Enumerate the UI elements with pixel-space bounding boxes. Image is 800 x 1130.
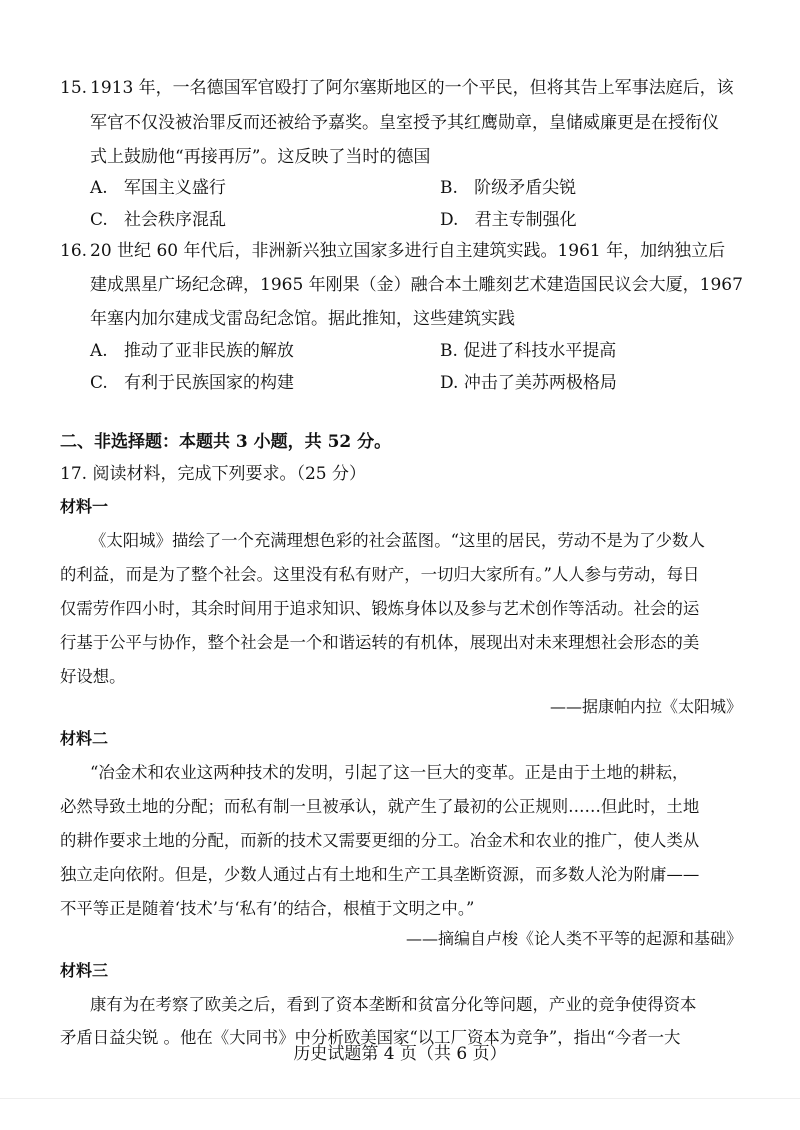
material3-line-1: 康有为在考察了欧美之后，看到了资本垄断和贫富分化等问题，产业的竞争使得资本 bbox=[90, 995, 697, 1014]
material2-line-1: “冶金术和农业这两种技术的发明，引起了这一巨大的变革。正是由于土地的耕耘， bbox=[90, 763, 689, 782]
option-label: A. bbox=[90, 341, 108, 361]
option-text: 冲击了美苏两极格局 bbox=[463, 373, 617, 393]
q15-line-2: 军官不仅没被治罪反而还被给予嘉奖。皇室授予其红鹰勋章，皇储威廉更是在授衔仪 bbox=[90, 113, 719, 133]
q15-line-3: 式上鼓励他“再接再厉”。这反映了当时的德国 bbox=[90, 147, 431, 167]
option-text: 有利于民族国家的构建 bbox=[124, 373, 295, 393]
material3-title: 材料三 bbox=[60, 961, 109, 980]
q16-option-c bbox=[90, 372, 294, 394]
option-label: B. bbox=[440, 178, 458, 198]
material3-line-2: 矛盾日益尖锐 。他在《大同书》中分析欧美国家“以工厂资本为竞争”，指出“今者一大 bbox=[60, 1028, 681, 1047]
q15-option-c bbox=[90, 209, 226, 231]
q15-number: 15. bbox=[60, 78, 88, 98]
option-text: 社会秩序混乱 bbox=[124, 210, 227, 230]
material1-line-4: 行基于公平与协作，整个社会是一个和谐运转的有机体，展现出对未来理想社会形态的美 bbox=[60, 633, 700, 652]
option-label: B. bbox=[440, 341, 458, 361]
material2-line-3: 的耕作要求土地的分配，而新的技术又需要更细的分工。冶金术和农业的推广，使人类从 bbox=[60, 831, 700, 850]
material2-line-5: 不平等正是随着‘技术’与‘私有’的结合，根植于文明之中。” bbox=[60, 899, 475, 918]
option-label: C. bbox=[90, 373, 108, 393]
material1-line-3: 仅需劳作四小时，其余时间用于追求知识、锻炼身体以及参与艺术创作等活动。社会的运 bbox=[60, 599, 700, 618]
page-footer: 历史试题第 4 页（共 6 页） bbox=[293, 1044, 507, 1064]
material2-line-4: 独立走向依附。但是，少数人通过占有土地和生产工具垄断资源，而多数人沦为附庸—— bbox=[60, 865, 700, 884]
material1-line-1: 《太阳城》描绘了一个充满理想色彩的社会蓝图。“这里的居民，劳动不是为了少数人 bbox=[90, 531, 705, 550]
section-heading: 二、非选择题：本题共 3 小题，共 52 分。 bbox=[60, 432, 392, 452]
option-text: 阶级矛盾尖锐 bbox=[474, 178, 577, 198]
option-label: C. bbox=[90, 210, 108, 230]
q15-option-d bbox=[440, 209, 577, 231]
option-text: 军国主义盛行 bbox=[123, 178, 226, 198]
material2-source: ——摘编自卢梭《论人类不平等的起源和基础》 bbox=[405, 929, 742, 948]
option-text: 君主专制强化 bbox=[474, 210, 577, 230]
q16-option-b bbox=[440, 340, 616, 362]
q16-option-d bbox=[440, 372, 617, 394]
option-text: 促进了科技水平提高 bbox=[463, 341, 617, 361]
q16-line-2: 建成黑星广场纪念碑，1965 年刚果（金）融合本土雕刻艺术建造国民议会大厦，1967 bbox=[90, 275, 743, 295]
material2-title: 材料二 bbox=[60, 729, 109, 748]
q17-prompt: 17. 阅读材料，完成下列要求。（25 分） bbox=[60, 464, 366, 484]
page-divider bbox=[0, 1098, 800, 1099]
material2-line-2: 必然导致土地的分配；而私有制一旦被承认，就产生了最初的公正规则……但此时，土地 bbox=[60, 797, 700, 816]
q16-number: 16. bbox=[60, 241, 88, 261]
q15-line-1: 1913 年，一名德国军官殴打了阿尔塞斯地区的一个平民，但将其告上军事法庭后，该 bbox=[90, 78, 734, 98]
q16-line-3: 年塞内加尔建成戈雷岛纪念馆。据此推知，这些建筑实践 bbox=[90, 309, 515, 329]
material1-line-5: 好设想。 bbox=[60, 667, 126, 686]
material1-title: 材料一 bbox=[60, 497, 109, 516]
option-label: D. bbox=[440, 373, 459, 393]
material1-source: ——据康帕内拉《太阳城》 bbox=[549, 697, 742, 716]
q15-option-b bbox=[440, 177, 576, 199]
option-text: 推动了亚非民族的解放 bbox=[123, 341, 294, 361]
q15-option-a bbox=[90, 177, 226, 199]
q16-line-1: 20 世纪 60 年代后，非洲新兴独立国家多进行自主建筑实践。1961 年，加纳独立后 bbox=[90, 241, 726, 261]
material1-line-2: 的利益，而是为了整个社会。这里没有私有财产，一切归大家所有。”人人参与劳动，每日 bbox=[60, 565, 700, 584]
option-label: A. bbox=[90, 178, 108, 198]
option-label: D. bbox=[440, 210, 459, 230]
q16-option-a bbox=[90, 340, 294, 362]
